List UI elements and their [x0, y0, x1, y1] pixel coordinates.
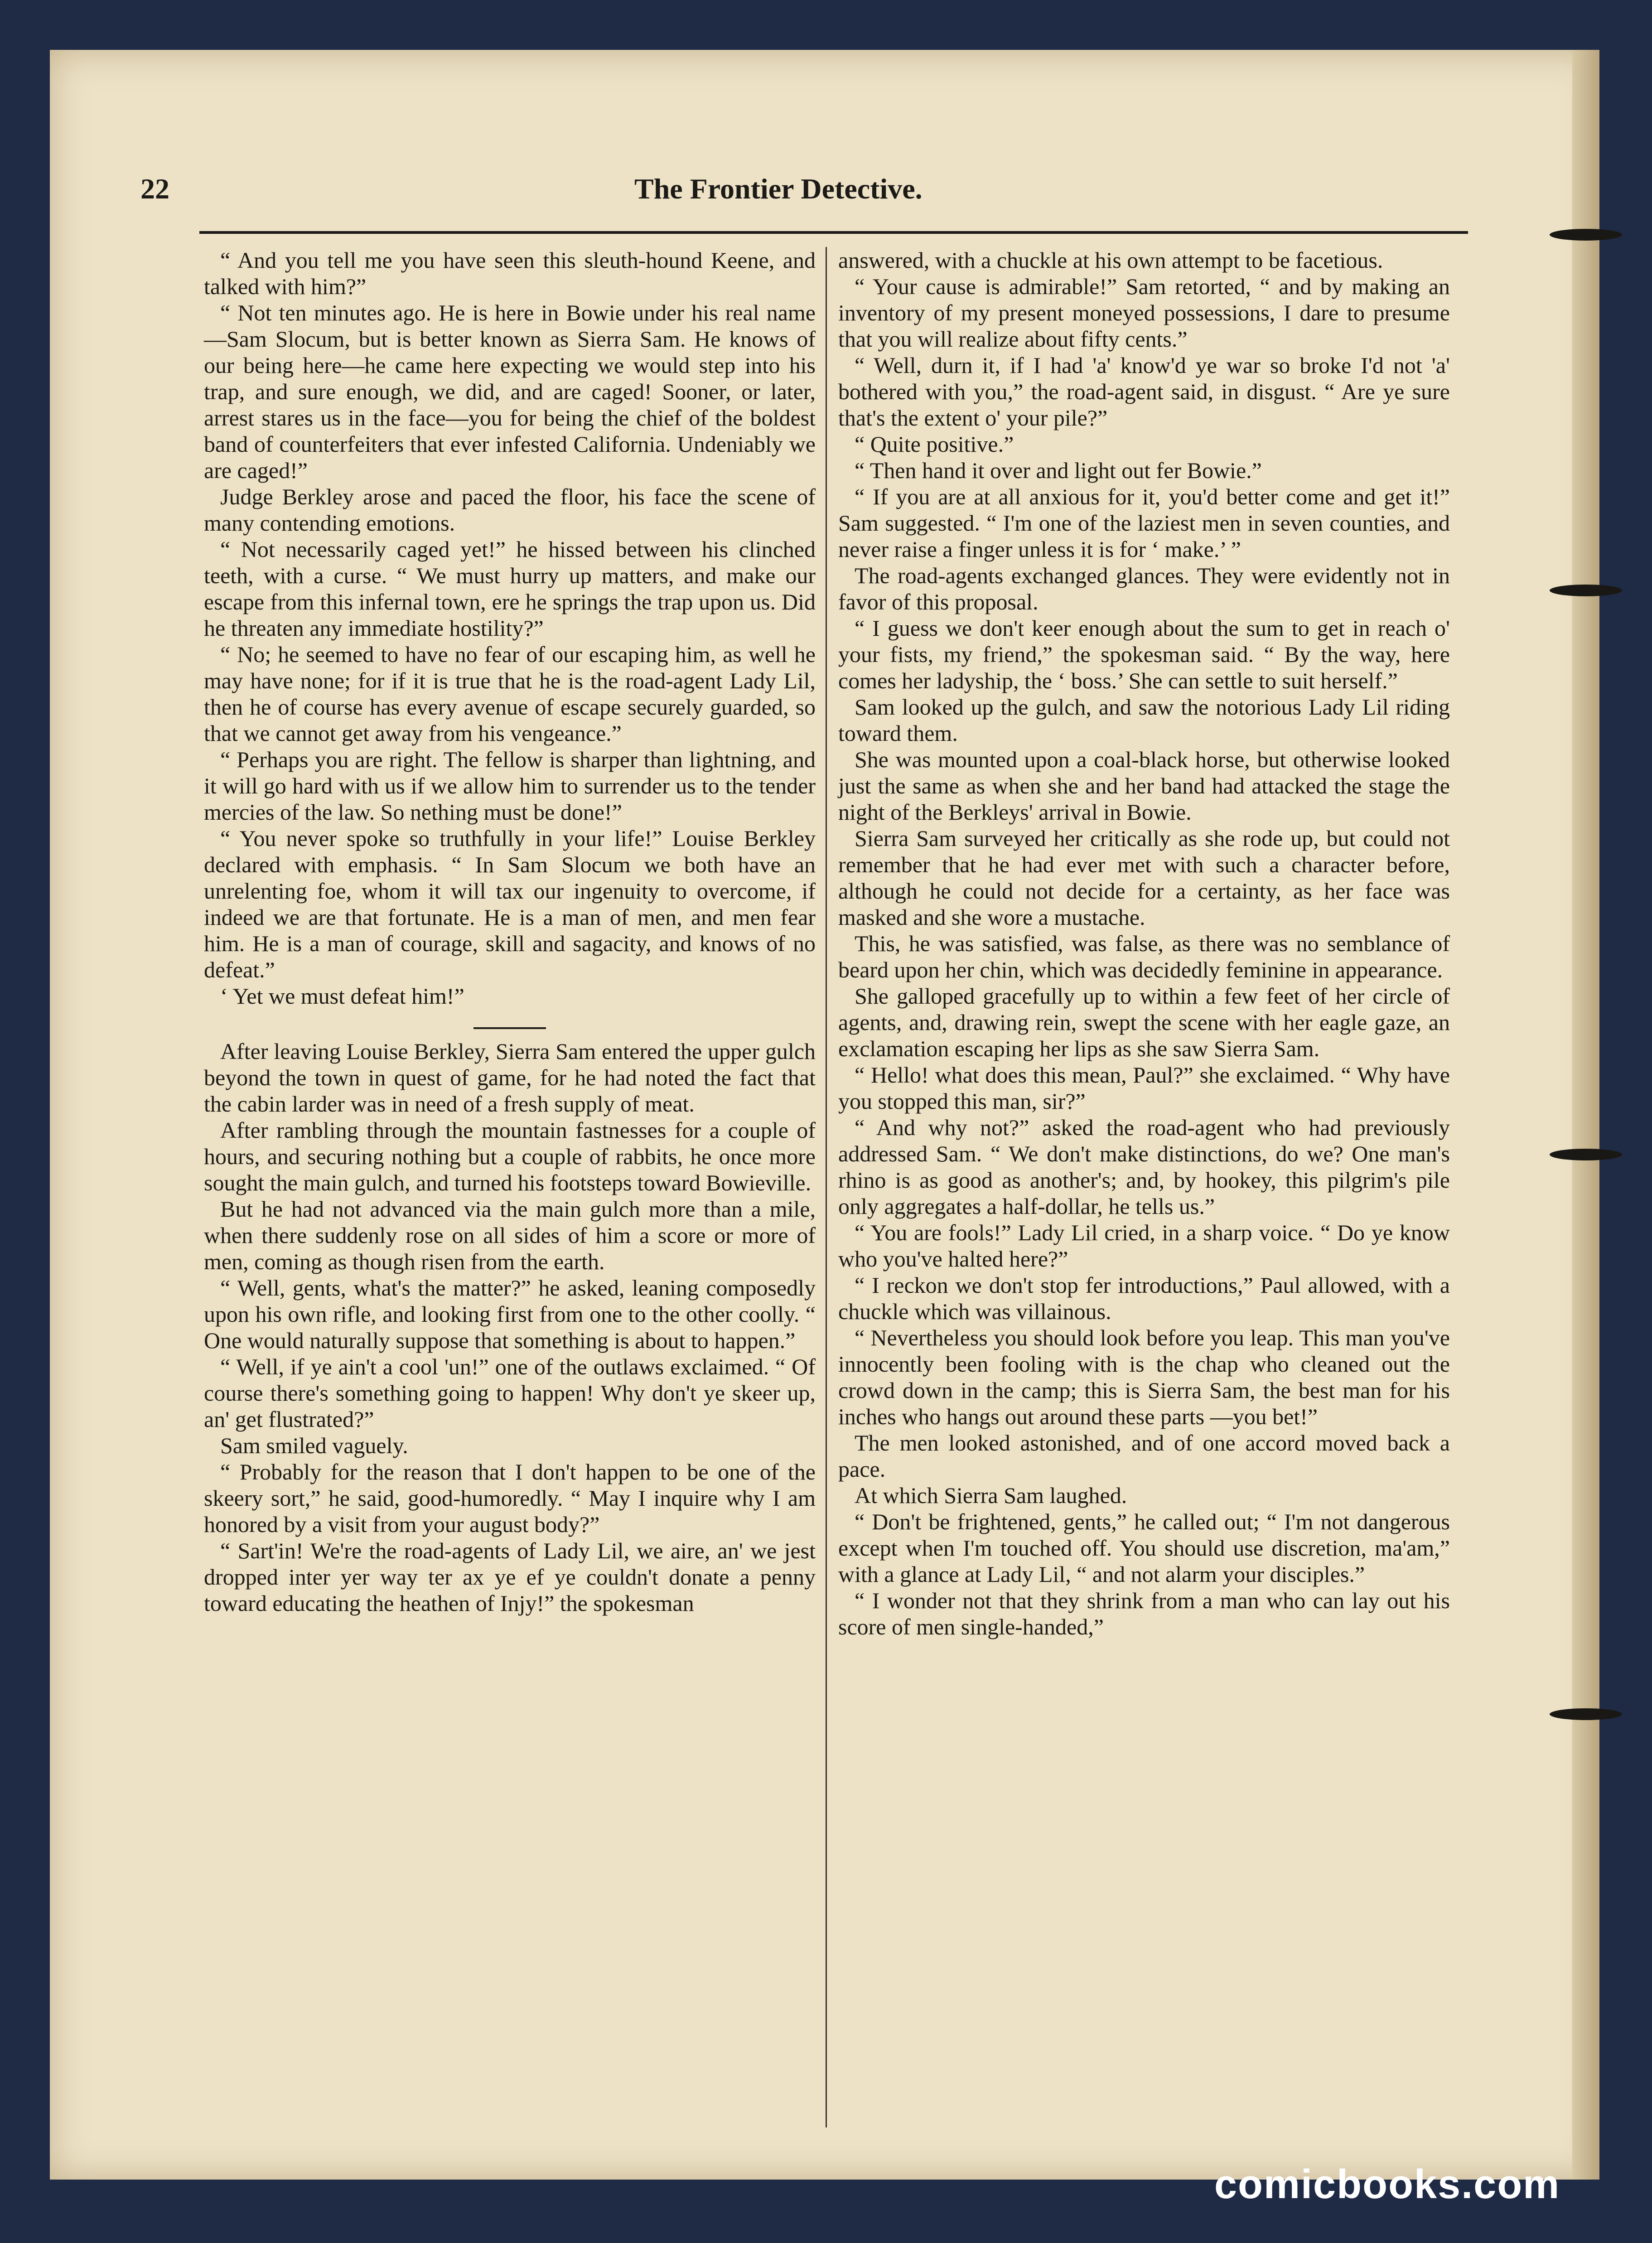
paragraph: ‘ Yet we must defeat him!” — [220, 983, 464, 1009]
paragraph: “ No; he seemed to have no fear of our escaping him, as well he may have none; for if it is true that he is the road-agent Lady Lil, then he of course has every avenue of escape securely guarded, so that we cannot get away from his vengeance.” — [204, 642, 816, 746]
paragraph: “ Hello! what does this mean, Paul?” she exclaimed. “ Why have you stopped this man, sir?” — [838, 1062, 1450, 1114]
paragraph: Judge Berkley arose and paced the floor, his face the scene of many contending emotions. — [204, 484, 816, 536]
paragraph: After leaving Louise Berkley, Sierra Sam entered the upper gulch beyond the town in quest of game, for he had noted the fact that the cabin larder was in need of a fresh supply of meat. — [204, 1039, 816, 1117]
column-rule — [826, 247, 827, 2127]
page-header — [136, 172, 1464, 231]
paragraph: “ Quite positive.” — [855, 431, 1014, 457]
binding-staple — [1550, 585, 1622, 596]
header-rule — [199, 231, 1468, 234]
binding-staple — [1550, 229, 1622, 241]
paragraph: At which Sierra Sam laughed. — [855, 1483, 1127, 1508]
paragraph: “ Well, gents, what's the matter?” he asked, leaning composedly upon his own rifle, and looking first from one to the other coolly. “ One would naturally suppose that something is about to happen.” — [204, 1275, 816, 1353]
watermark: comicbooks.com — [1214, 2162, 1560, 2207]
paragraph: She was mounted upon a coal-black horse, but otherwise looked just the same as when she and her band had attacked the stage the night of the Berkleys' arrival in Bowie. — [838, 747, 1450, 825]
paragraph: “ You are fools!” Lady Lil cried, in a sharp voice. “ Do ye know who you've halted here?” — [838, 1220, 1450, 1271]
paragraph: “ Well, if ye ain't a cool 'un!” one of the outlaws exclaimed. “ Of course there's something going to happen! Why don't ye skeer up, an' get flustrated?” — [204, 1354, 816, 1432]
page-number: 22 — [140, 173, 169, 205]
paragraph: answered, with a chuckle at his own attempt to be facetious. — [838, 247, 1383, 273]
text-column-right — [838, 247, 1450, 1640]
paragraph: “ I guess we don't keer enough about the sum to get in reach o' your fists, my friend,” the spokesman said. “ By the way, here comes her ladyship, the ‘ boss.’ She can settle to suit herself.” — [838, 615, 1450, 693]
binding-spine — [1572, 50, 1599, 2180]
paragraph: “ Probably for the reason that I don't happen to be one of the skeery sort,” he said, good-humoredly. “ May I inquire why I am honored by a visit from your august body?” — [204, 1459, 816, 1537]
paragraph: But he had not advanced via the main gulch more than a mile, when there suddenly rose on all sides of him a score or more of men, coming as though risen from the earth. — [204, 1196, 816, 1274]
paragraph: The men looked astonished, and of one accord moved back a pace. — [838, 1430, 1450, 1482]
binding-staple — [1550, 1708, 1622, 1720]
paragraph: “ Not ten minutes ago. He is here in Bowie under his real name—Sam Slocum, but is better known as Sierra Sam. He knows of our being here—he came here expecting we would step into his trap, and sure enough, we did, and are caged! Sooner, or later, arrest stares us in the face—you for being the chief of the boldest band of counterfeiters that ever infested California. Undeniably we are caged!” — [204, 300, 816, 483]
paragraph: This, he was satisfied, was false, as there was no semblance of beard upon her chin, which was decidedly feminine in appearance. — [838, 931, 1450, 982]
paragraph: “ Nevertheless you should look before you leap. This man you've innocently been fooling with is the chap who cleaned out the crowd down in the camp; this is Sierra Sam, the best man for his inches who hangs out around these parts —you bet!” — [838, 1325, 1450, 1429]
paragraph: “ Don't be frightened, gents,” he called out; “ I'm not dangerous except when I'm touched off. You should use discretion, ma'am,” with a glance at Lady Lil, “ and not alarm your disciples.” — [838, 1509, 1450, 1587]
paragraph: “ I reckon we don't stop fer introductions,” Paul allowed, with a chuckle which was villainous. — [838, 1272, 1450, 1324]
paragraph: “ You never spoke so truthfully in your life!” Louise Berkley declared with emphasis. “ In Sam Slocum we both have an unrelenting foe, whom it will tax our ingenuity to overcome, if indeed we are that fortunate. He is a man of men, and men fear him. He is a man of courage, skill and sagacity, and knows of no defeat.” — [204, 826, 816, 982]
paragraph: Sam looked up the gulch, and saw the notorious Lady Lil riding toward them. — [838, 694, 1450, 746]
section-break-rule — [473, 1027, 546, 1029]
paragraph: “ Well, durn it, if I had 'a' know'd ye war so broke I'd not 'a' bothered with you,” the road-agent said, in disgust. “ Are ye sure that's the extent o' your pile?” — [838, 353, 1450, 430]
paragraph: The road-agents exchanged glances. They were evidently not in favor of this proposal. — [838, 563, 1450, 614]
paragraph: Sam smiled vaguely. — [220, 1433, 408, 1458]
paragraph: “ I wonder not that they shrink from a man who can lay out his score of men single-handed,” — [838, 1588, 1450, 1639]
paragraph: “ And why not?” asked the road-agent who had previously addressed Sam. “ We don't make distinctions, do we? One man's rhino is as good as another's; and, by hookey, this pilgrim's pile only aggregates a half-dollar, he tells us.” — [838, 1115, 1450, 1219]
paragraph: She galloped gracefully up to within a few feet of her circle of agents, and, drawing rein, swept the scene with her eagle gaze, an exclamation escaping her lips as she saw Sierra Sam. — [838, 983, 1450, 1061]
paragraph: “ Perhaps you are right. The fellow is sharper than lightning, and it will go hard with us if we allow him to surrender us to the tender mercies of the law. So nething must be done!” — [204, 747, 816, 825]
paragraph: “ And you tell me you have seen this sleuth-hound Keene, and talked with him?” — [204, 247, 816, 299]
paragraph: After rambling through the mountain fastnesses for a couple of hours, and securing nothing but a couple of rabbits, he once more sought the main gulch, and turned his footsteps toward Bowieville. — [204, 1117, 816, 1195]
paragraph: Sierra Sam surveyed her critically as she rode up, but could not remember that he had ever met with such a character before, although he could not decide for a certainty, as her face was masked and she wore a mustache. — [838, 826, 1450, 930]
paragraph: “ If you are at all anxious for it, you'd better come and get it!” Sam suggested. “ I'm one of the laziest men in seven counties, and never raise a finger unless it is for ‘ make.’ ” — [838, 484, 1450, 562]
paragraph: “ Not necessarily caged yet!” he hissed between his clinched teeth, with a curse. “ We must hurry up matters, and make our escape from this infernal town, ere he springs the trap upon us. Did he threaten any immediate hostility?” — [204, 537, 816, 641]
text-column-left — [204, 247, 816, 1616]
paragraph: “ Your cause is admirable!” Sam retorted, “ and by making an inventory of my present moneyed possessions, I dare to presume that you will realize about fifty cents.” — [838, 274, 1450, 352]
paragraph: “ Then hand it over and light out fer Bowie.” — [855, 458, 1262, 483]
running-title: The Frontier Detective. — [634, 173, 923, 205]
paragraph: “ Sart'in! We're the road-agents of Lady Lil, we aire, an' we jest dropped inter yer way ter ax ye ef ye couldn't donate a penny toward educating the heathen of Injy!” the spokesman — [204, 1538, 816, 1616]
binding-staple — [1550, 1149, 1622, 1160]
